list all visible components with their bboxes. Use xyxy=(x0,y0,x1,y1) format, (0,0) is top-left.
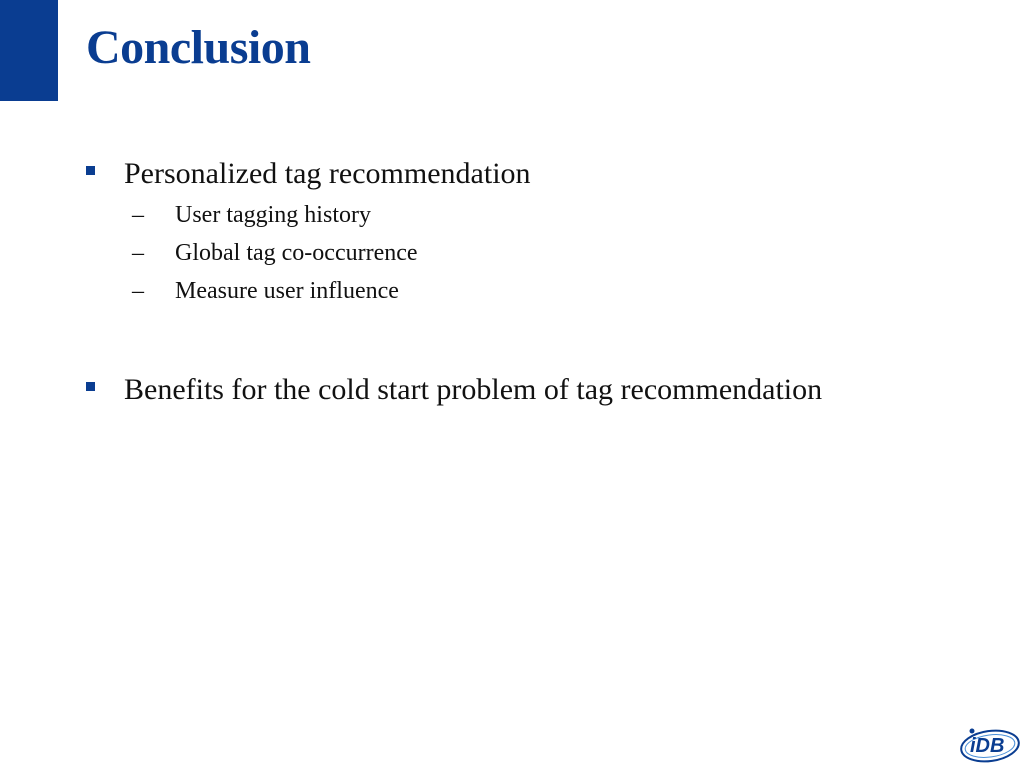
logo-text: iDB xyxy=(970,735,1005,757)
sub-bullet-text: Global tag co-occurrence xyxy=(175,240,418,266)
dash-bullet-icon: – xyxy=(132,202,144,228)
bullet-text: Personalized tag recommendation xyxy=(124,157,531,190)
dash-bullet-icon: – xyxy=(132,240,144,266)
dash-bullet-icon: – xyxy=(132,278,144,304)
idb-logo-icon xyxy=(958,722,1020,766)
page-title: Conclusion xyxy=(86,21,311,74)
sub-bullet-text: Measure user influence xyxy=(175,278,399,304)
square-bullet-icon xyxy=(86,166,95,175)
sub-bullet-text: User tagging history xyxy=(175,202,371,228)
bullet-text: Benefits for the cold start problem of tag recommendation xyxy=(124,373,823,406)
square-bullet-icon xyxy=(86,382,95,391)
